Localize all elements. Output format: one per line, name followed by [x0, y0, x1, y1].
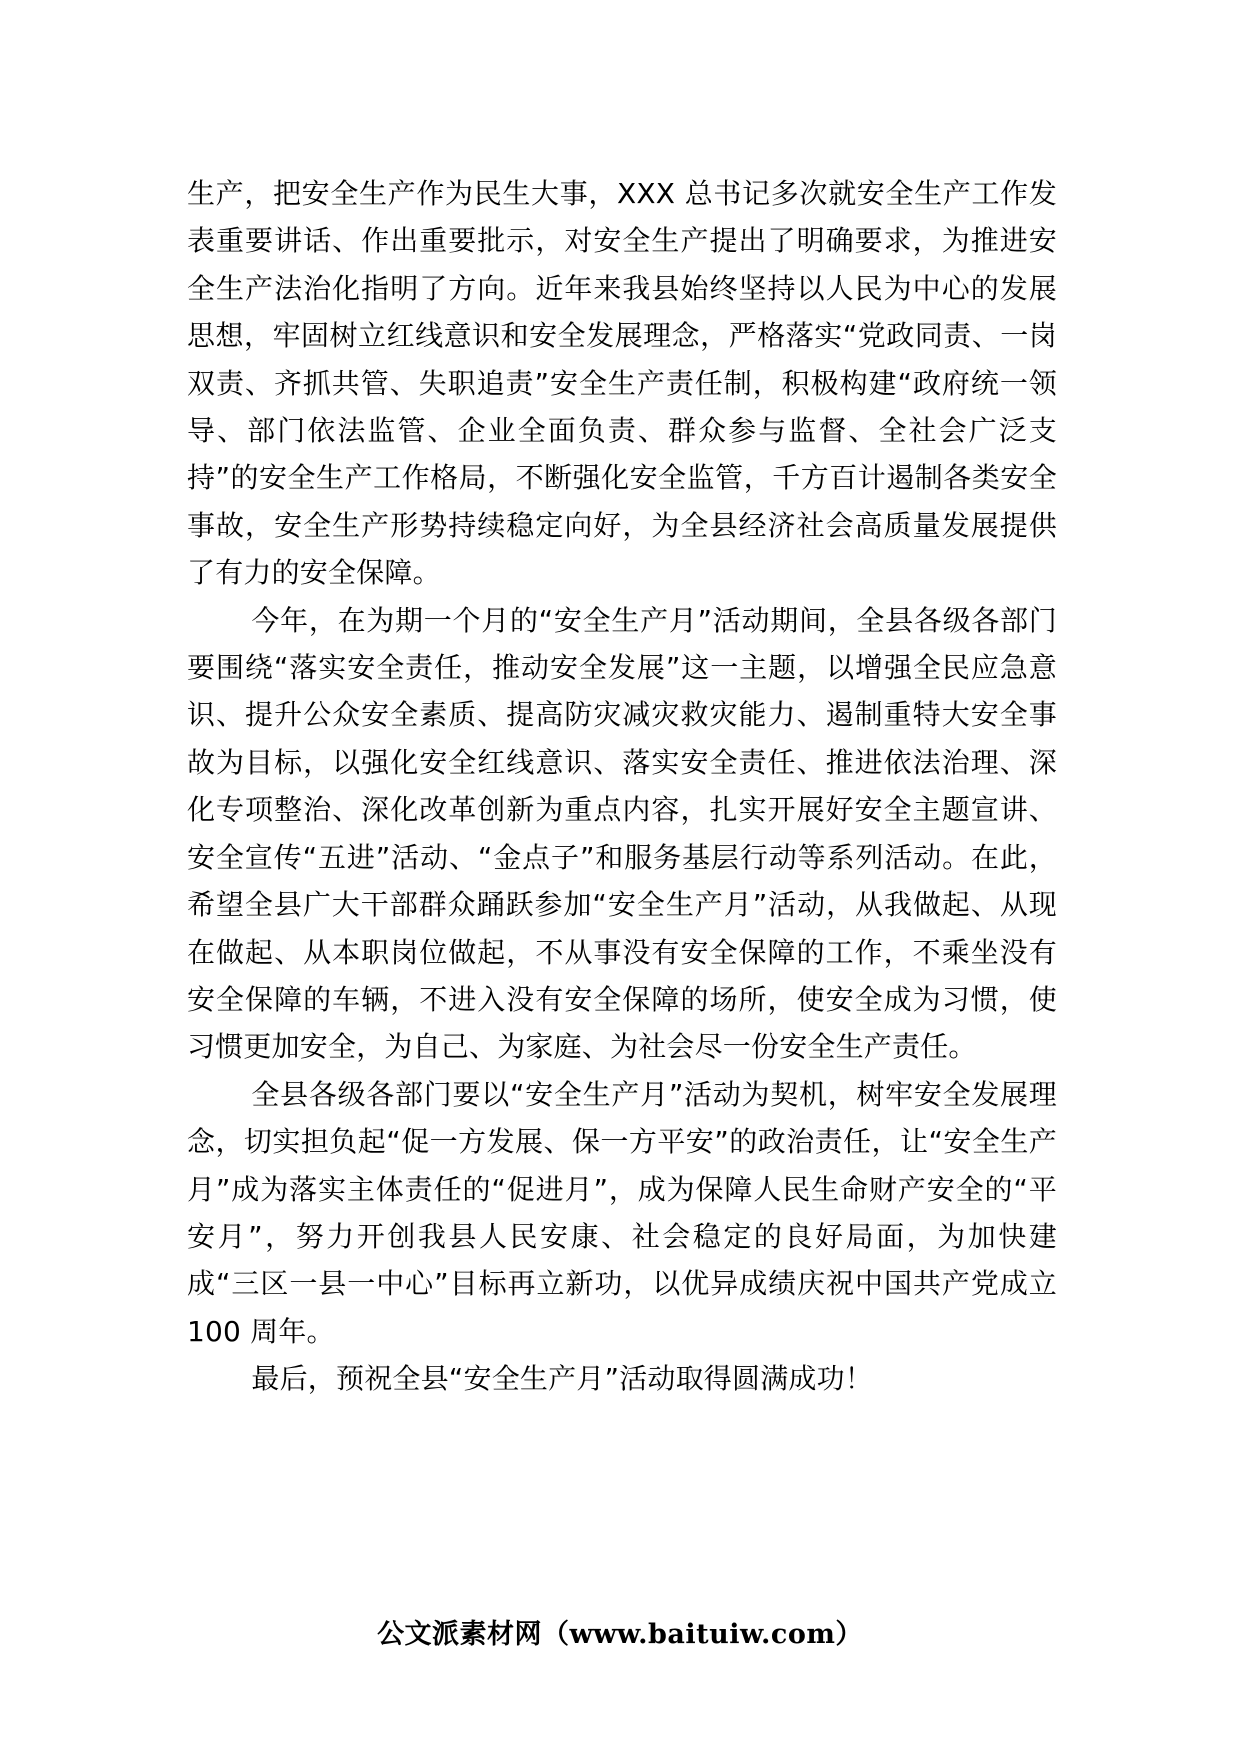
paragraph-continued: 生产，把安全生产作为民生大事，XXX 总书记多次就安全生产工作发表重要讲话、作出重要批示，对安全生产提出了明确要求，为推进安全生产法治化指明了方向。近年来我县始终坚持以人民为中心的发展思想，牢固树立红线意识和安全发展理念，严格落实“党政同责、一岗双责、齐抓共管、失职追责”安全生产责任制，积极构建“政府统一领导、部门依法监管、企业全面负责、群众参与监督、全社会广泛支持”的安全生产工作格局，不断强化安全监管，千方百计遏制各类安全事故，安全生产形势持续稳定向好，为全县经济社会高质量发展提供了有力的安全保障。 [187, 177, 1057, 590]
paragraph-closing-wish: 最后，预祝全县“安全生产月”活动取得圆满成功！ [251, 1362, 874, 1396]
document-body [187, 170, 1057, 1403]
footer-watermark-text: 公文派素材网（www.baituiw.com） [377, 1619, 863, 1650]
paragraph-responsibility: 全县各级各部门要以“安全生产月”活动为契机，树牢安全发展理念，切实担负起“促一方发展、保一方平安”的政治责任，让“安全生产月”成为落实主体责任的“促进月”，成为保障人民生命财产安全的“平安月”，努力开创我县人民安康、社会稳定的良好局面，为加快建成“三区一县一中心”目标再立新功，以优异成绩庆祝中国共产党成立 100 周年。 [187, 1077, 1057, 1348]
paragraph-safety-month-activities: 今年，在为期一个月的“安全生产月”活动期间，全县各级各部门要围绕“落实安全责任，推动安全发展”这一主题，以增强全民应急意识、提升公众安全素质、提高防灾减灾救灾能力、遏制重特大安全事故为目标，以强化安全红线意识、落实安全责任、推进依法治理、深化专项整治、深化改革创新为重点内容，扎实开展好安全主题宣讲、安全宣传“五进”活动、“金点子”和服务基层行动等系列活动。在此，希望全县广大干部群众踊跃参加“安全生产月”活动，从我做起、从现在做起、从本职岗位做起，不从事没有安全保障的工作，不乘坐没有安全保障的车辆，不进入没有安全保障的场所，使安全成为习惯，使习惯更加安全，为自己、为家庭、为社会尽一份安全生产责任。 [187, 603, 1057, 1064]
